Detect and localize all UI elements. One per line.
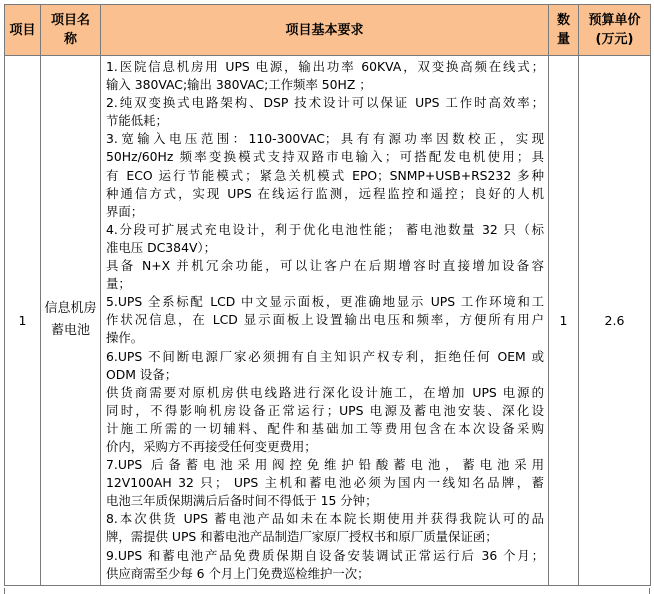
header-row xyxy=(5,5,651,56)
requirement-line: 输入 380VAC;输出 380VAC;工作频率 50HZ ； xyxy=(106,77,372,93)
requirement-line: ODM 设备； xyxy=(106,366,178,382)
row-requirements xyxy=(101,56,549,586)
requirement-line: 50Hz/60Hz 频率变换模式支持双路市电输入；可搭配发电机使用；具 xyxy=(106,149,544,165)
requirement-line: 电池三年质保期满后后备时间不得低于 15 分钟； xyxy=(106,493,378,509)
requirement-line: 5.UPS 全系标配 LCD 中文显示面板，更准确地显示 UPS 工作环境和工 xyxy=(106,294,544,310)
requirements-table xyxy=(4,4,651,586)
requirement-line: 2.纯双变换式电路架构、DSP 技术设计可以保证 UPS 工作时高效率； xyxy=(106,95,544,111)
requirement-line: 供应商需至少每 6 个月上门免费巡检维护一次； xyxy=(106,565,370,581)
requirement-line: 3.宽输入电压范围：110-300VAC；具有有源功率因数校正，实现 xyxy=(106,131,544,147)
header-name: 项目名称 xyxy=(41,5,101,56)
requirement-line: 8.本次供货 UPS 蓄电池产品如未在本院长期使用并获得我院认可的品 xyxy=(106,511,544,527)
next-row-edge xyxy=(4,588,650,594)
requirement-line: 9.UPS 和蓄电池产品免费质保期自设备安装调试正常运行后 36 个月； xyxy=(106,547,544,563)
header-quantity: 数量 xyxy=(549,5,579,56)
requirement-line: 计施工所需的一切辅料、配件和基础加工等费用包含在本次设备采购 xyxy=(106,420,544,436)
requirement-line: 操作。 xyxy=(106,330,144,346)
header-budget: 预算单价(万元) xyxy=(579,5,651,56)
table-row xyxy=(5,56,651,586)
requirement-line: 12V100AH 32 只； UPS 主机和蓄电池必须为国内一线知名品牌，蓄 xyxy=(106,475,544,491)
header-requirements: 项目基本要求 xyxy=(101,5,549,56)
requirement-line: 1.医院信息机房用 UPS 电源，输出功率 60KVA，双变换高频在线式； xyxy=(106,59,544,74)
requirement-line: 价内，采购方不再接受任何变更费用； xyxy=(106,438,317,454)
requirement-line: 牌，需提供 UPS 和蓄电池产品制造厂家原厂授权书和原厂质量保证函； xyxy=(106,529,498,545)
requirement-line: 4.分段可扩展式充电设计，利于优化电池性能； 蓄电池数量 32 只（标 xyxy=(106,221,544,237)
requirement-lines xyxy=(106,58,544,583)
requirement-line: 供货商需要对原机房供电线路进行深化设计施工，在增加 UPS 电源的 xyxy=(106,384,544,400)
header-index: 项目 xyxy=(5,5,41,56)
requirement-line: 有 ECO 运行节能模式；紧急关机模式 EPO；SNMP+USB+RS232 多种 xyxy=(106,167,544,183)
requirement-line: 作状况信息，在 LCD 显示面板上设置输出电压和频率，方便所有用户 xyxy=(106,312,544,328)
row-quantity: 1 xyxy=(549,56,579,586)
requirement-line: 种通信方式，实现 UPS 在线运行监测，远程监控和遥控；良好的人机 xyxy=(106,185,544,201)
requirement-line: 准电压 DC384V）； xyxy=(106,239,217,255)
row-budget: 2.6 xyxy=(579,56,651,586)
row-index: 1 xyxy=(5,56,41,586)
requirement-line: 同时，不得影响机房设备正常运行；UPS 电源及蓄电池安装、深化设 xyxy=(106,402,544,418)
requirement-line: 节能低耗； xyxy=(106,113,168,129)
requirement-line: 量； xyxy=(106,276,131,292)
row-name: 信息机房蓄电池 xyxy=(41,56,101,586)
requirement-line: 界面； xyxy=(106,203,144,219)
requirement-line: 具备 N+X 并机冗余功能，可以让客户在后期增容时直接增加设备容 xyxy=(106,258,544,274)
requirement-line: 7.UPS 后备蓄电池采用阀控免维护铅酸蓄电池，蓄电池采用 xyxy=(106,457,544,473)
requirement-line: 6.UPS 不间断电源厂家必须拥有自主知识产权专利，拒绝任何 OEM 或 xyxy=(106,348,544,364)
